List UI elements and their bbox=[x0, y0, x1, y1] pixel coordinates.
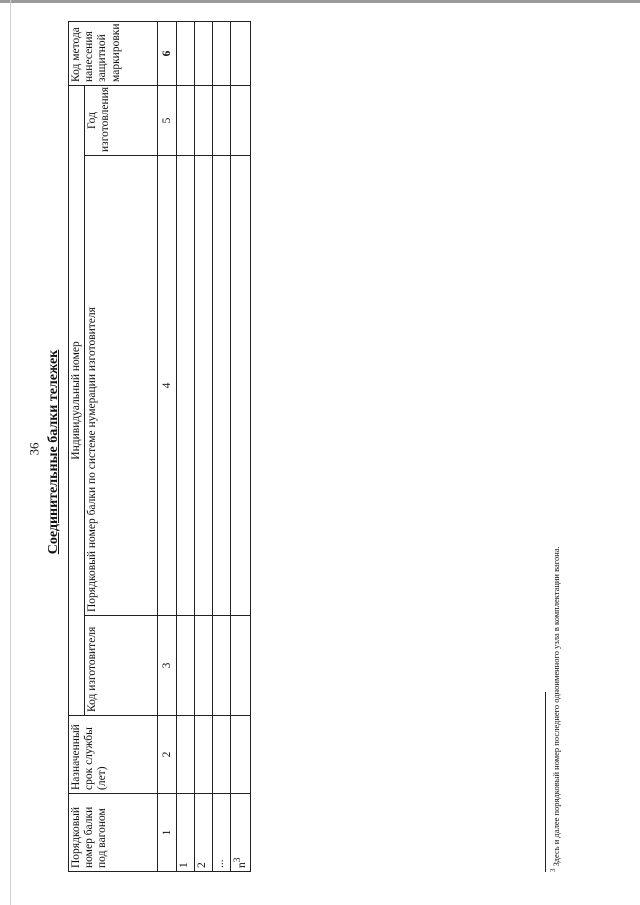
col-number: 1 bbox=[158, 794, 177, 872]
table-row bbox=[231, 21, 251, 871]
table-cell bbox=[213, 616, 231, 716]
table-cell bbox=[231, 716, 251, 794]
table-cell bbox=[177, 616, 195, 716]
footnote-marker: 3 bbox=[549, 868, 557, 872]
header-col5: Год изготовления bbox=[85, 85, 158, 155]
rotated-content bbox=[40, 12, 600, 892]
col-number: 4 bbox=[158, 156, 177, 616]
row-index: ... bbox=[213, 794, 231, 872]
scan-edge-left bbox=[10, 0, 11, 905]
table-cell bbox=[177, 21, 195, 85]
row-index: 1 bbox=[177, 794, 195, 872]
table-cell bbox=[231, 616, 251, 716]
table-row bbox=[213, 21, 231, 871]
data-table bbox=[68, 21, 251, 872]
header-col6: Код метода нанесения защитной маркировки bbox=[69, 21, 158, 85]
col-number: 2 bbox=[158, 716, 177, 794]
table-cell bbox=[195, 156, 213, 616]
table-cell bbox=[231, 85, 251, 155]
table-cell bbox=[231, 21, 251, 85]
table-cell bbox=[177, 716, 195, 794]
header-col2: Назначенный срок службы (лет) bbox=[69, 716, 158, 794]
page-number: 36 bbox=[26, 442, 42, 456]
header-col3: Код изготовителя bbox=[85, 616, 158, 716]
footnote-ref: 3 bbox=[232, 857, 244, 863]
table-cell bbox=[195, 716, 213, 794]
footnote-divider bbox=[545, 692, 546, 872]
footnote bbox=[549, 546, 561, 872]
table-cell bbox=[177, 156, 195, 616]
row-index bbox=[231, 794, 251, 872]
table-cell bbox=[213, 156, 231, 616]
table-title: Соединительные балки тележек bbox=[46, 349, 61, 555]
row-index: 2 bbox=[195, 794, 213, 872]
header-row-1 bbox=[69, 21, 85, 871]
footnote-text: Здесь и далее порядковый номер последнего одноименного узла в комплектации вагона. bbox=[550, 546, 561, 867]
table-cell bbox=[195, 85, 213, 155]
table-cell bbox=[177, 85, 195, 155]
table-cell bbox=[213, 716, 231, 794]
table-cell bbox=[213, 85, 231, 155]
scan-edge-top bbox=[0, 0, 640, 3]
header-col4: Порядковый номер балки по системе нумерации изготовителя bbox=[85, 156, 158, 616]
table-row bbox=[195, 21, 213, 871]
col-number: 6 bbox=[158, 21, 177, 85]
column-number-row bbox=[158, 21, 177, 871]
table-cell bbox=[195, 21, 213, 85]
row-index-label: n bbox=[236, 862, 249, 868]
col-number: 3 bbox=[158, 616, 177, 716]
table-cell bbox=[231, 156, 251, 616]
header-col1: Порядковый номер балки под вагоном bbox=[69, 794, 158, 872]
table-cell bbox=[213, 21, 231, 85]
header-group: Индивидуальный номер bbox=[69, 85, 85, 715]
col-number: 5 bbox=[158, 85, 177, 155]
table-row bbox=[177, 21, 195, 871]
table-cell bbox=[195, 616, 213, 716]
